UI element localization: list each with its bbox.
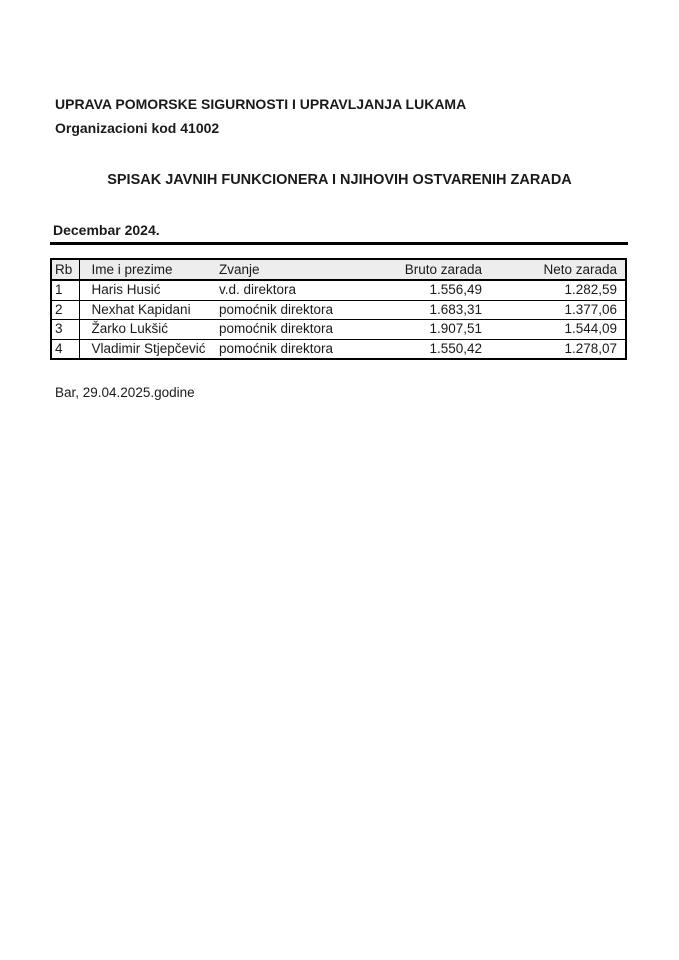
cell-name: Vladimir Stjepčević (79, 339, 207, 359)
cell-neto: 1.282,59 (564, 282, 617, 297)
cell-zvanje: pomoćnik direktora (207, 320, 387, 340)
cell-name: Nexhat Kapidani (79, 300, 207, 320)
table-row (51, 300, 626, 320)
footer-date: Bar, 29.04.2025.godine (55, 385, 195, 400)
column-header-zvanje: Zvanje (207, 259, 387, 280)
org-name: UPRAVA POMORSKE SIGURNOSTI I UPRAVLJANJA LUKAMA (55, 96, 467, 112)
table-header-row (51, 259, 626, 280)
cell-rb: 2 (51, 300, 79, 320)
cell-bruto: 1.683,31 (387, 300, 490, 320)
column-header-bruto: Bruto zarada (387, 259, 490, 280)
cell-zvanje: v.d. direktora (219, 282, 297, 297)
cell-neto: 1.278,07 (490, 339, 626, 359)
cell-rb: 3 (51, 320, 79, 340)
cell-rb: 4 (51, 339, 79, 359)
period-rule-divider (50, 242, 628, 245)
cell-rb: 1 (51, 280, 79, 300)
cell-bruto: 1.907,51 (387, 320, 490, 340)
salary-table (50, 258, 627, 360)
table-row (51, 280, 626, 300)
cell-neto: 1.544,09 (490, 320, 626, 340)
cell-zvanje: pomoćnik direktora (207, 300, 387, 320)
cell-name: Haris Husić (91, 282, 161, 297)
document-title: SPISAK JAVNIH FUNKCIONERA I NJIHOVIH OSTVARENIH ZARADA (107, 172, 572, 188)
table-row (51, 320, 626, 340)
cell-bruto: 1.550,42 (387, 339, 490, 359)
column-header-name: Ime i prezime (79, 259, 207, 280)
cell-zvanje: pomoćnik direktora (207, 339, 387, 359)
period-label: Decembar 2024. (53, 222, 160, 238)
column-header-neto: Neto zarada (490, 259, 626, 280)
table-row (51, 339, 626, 359)
table-body (51, 280, 626, 359)
cell-name: Žarko Lukšić (79, 320, 207, 340)
cell-bruto: 1.556,49 (429, 282, 482, 297)
cell-neto: 1.377,06 (490, 300, 626, 320)
column-header-rb: Rb (51, 259, 79, 280)
org-code: Organizacioni kod 41002 (55, 120, 220, 136)
